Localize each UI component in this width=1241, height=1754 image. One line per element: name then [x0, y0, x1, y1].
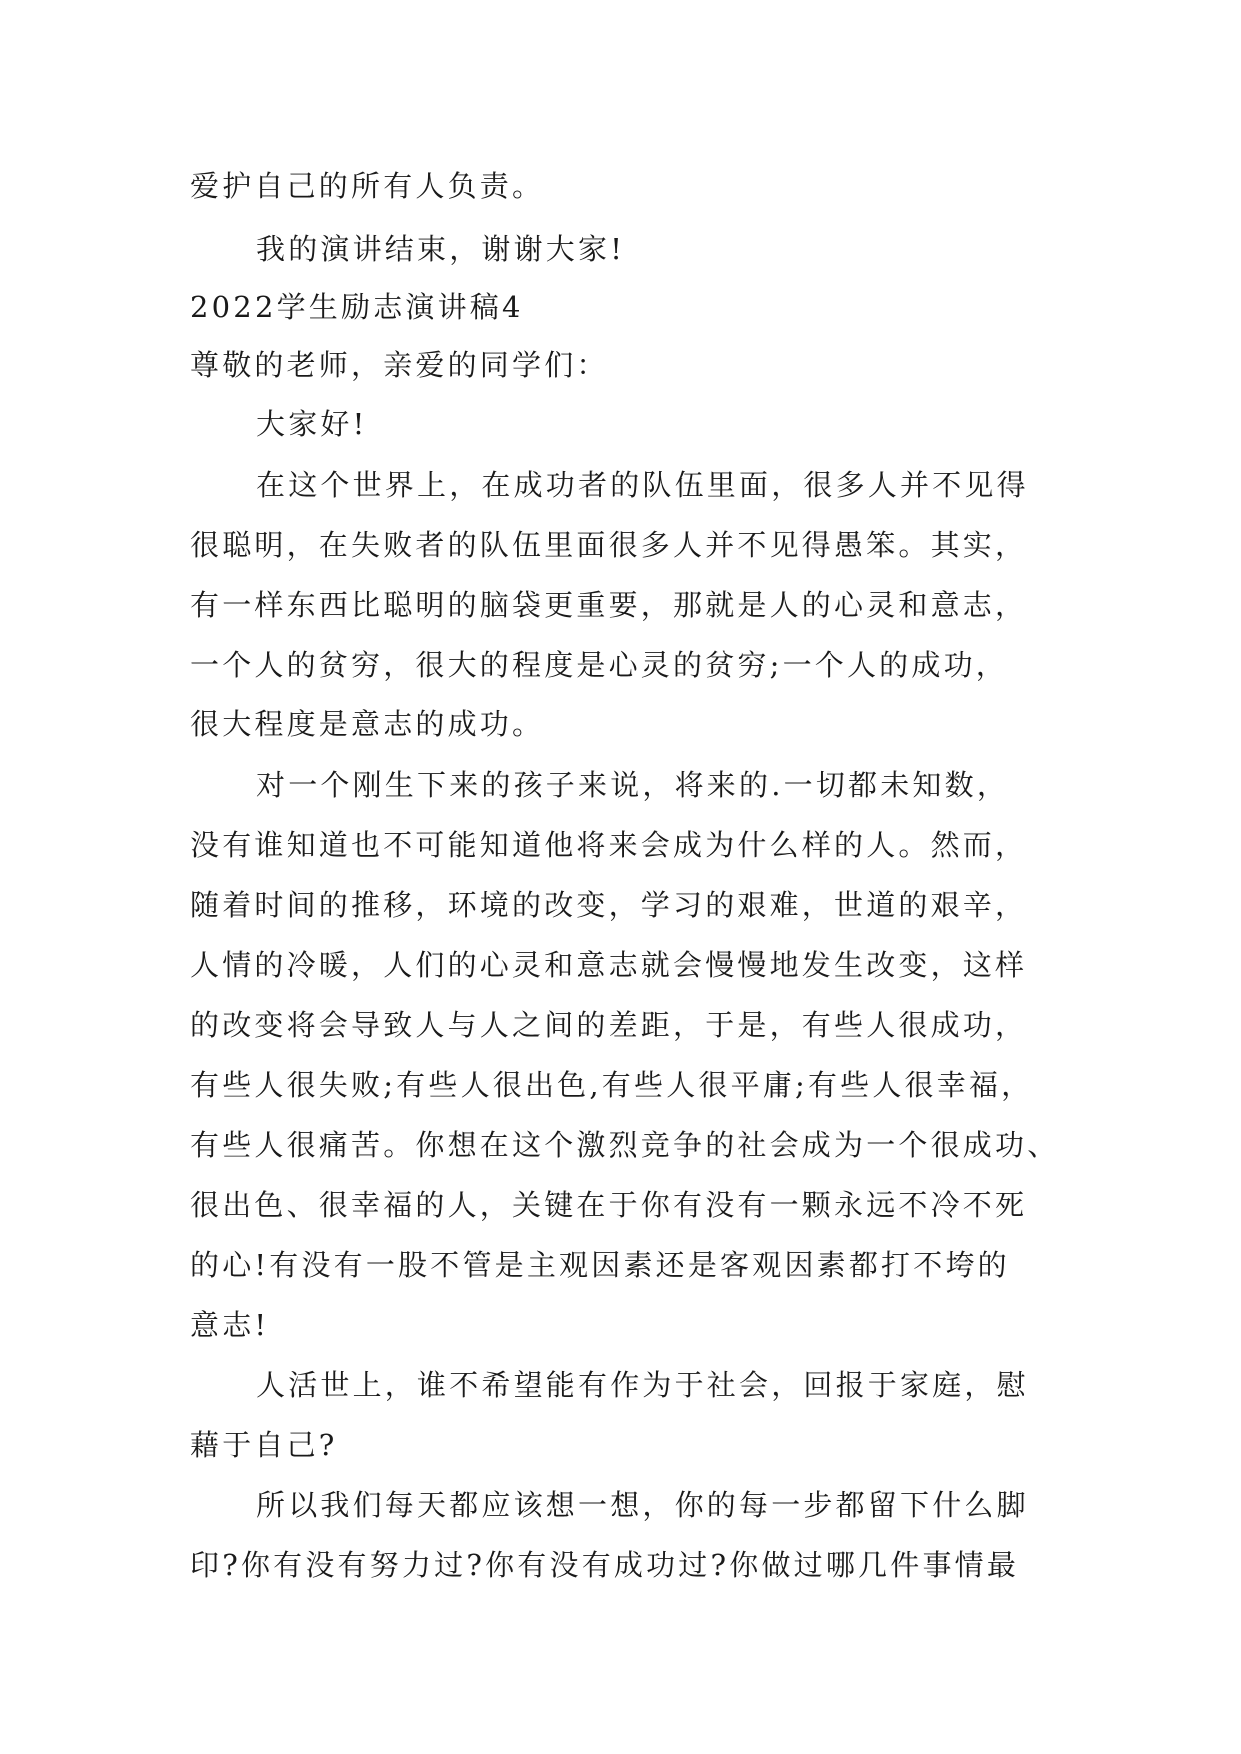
text-line: 一个人的贫穷，很大的程度是心灵的贫穷;一个人的成功， [190, 648, 1008, 682]
text-line: 在这个世界上，在成功者的队伍里面，很多人并不见得 [256, 468, 1029, 502]
text-line: 很出色、很幸福的人，关键在于你有没有一颗永远不冷不死 [190, 1188, 1028, 1222]
text-line: 人活世上，谁不希望能有作为于社会，回报于家庭，慰 [256, 1368, 1029, 1402]
text-line: 有些人很失败;有些人很出色,有些人很平庸;有些人很幸福， [190, 1068, 1034, 1102]
salutation: 尊敬的老师，亲爱的同学们： [190, 348, 609, 382]
text-line: 对一个刚生下来的孩子来说，将来的.一切都未知数， [256, 768, 1010, 802]
text-line: 有一样东西比聪明的脑袋更重要，那就是人的心灵和意志， [190, 588, 1028, 622]
text-line: 随着时间的推移，环境的改变，学习的艰难，世道的艰辛， [190, 888, 1028, 922]
text-line: 我的演讲结束，谢谢大家! [256, 232, 626, 266]
section-heading: 2022学生励志演讲稿4 [190, 290, 524, 324]
text-line: 很大程度是意志的成功。 [190, 707, 545, 741]
text-line: 人情的冷暖，人们的心灵和意志就会慢慢地发生改变，这样 [190, 948, 1028, 982]
text-line: 意志! [190, 1308, 270, 1342]
text-line: 的心!有没有一股不管是主观因素还是客观因素都打不垮的 [190, 1248, 1010, 1282]
text-line: 所以我们每天都应该想一想，你的每一步都留下什么脚 [256, 1488, 1029, 1522]
text-line: 有些人很痛苦。你想在这个激烈竞争的社会成为一个很成功、 [190, 1128, 1060, 1162]
text-line: 藉于自己? [190, 1428, 338, 1462]
text-line: 印?你有没有努力过?你有没有成功过?你做过哪几件事情最 [190, 1548, 1020, 1582]
greeting: 大家好! [256, 407, 368, 441]
text-line: 的改变将会导致人与人之间的差距，于是，有些人很成功， [190, 1008, 1028, 1042]
text-line: 没有谁知道也不可能知道他将来会成为什么样的人。然而， [190, 828, 1028, 862]
text-line: 爱护自己的所有人负责。 [190, 169, 545, 203]
text-line: 很聪明，在失败者的队伍里面很多人并不见得愚笨。其实， [190, 528, 1028, 562]
